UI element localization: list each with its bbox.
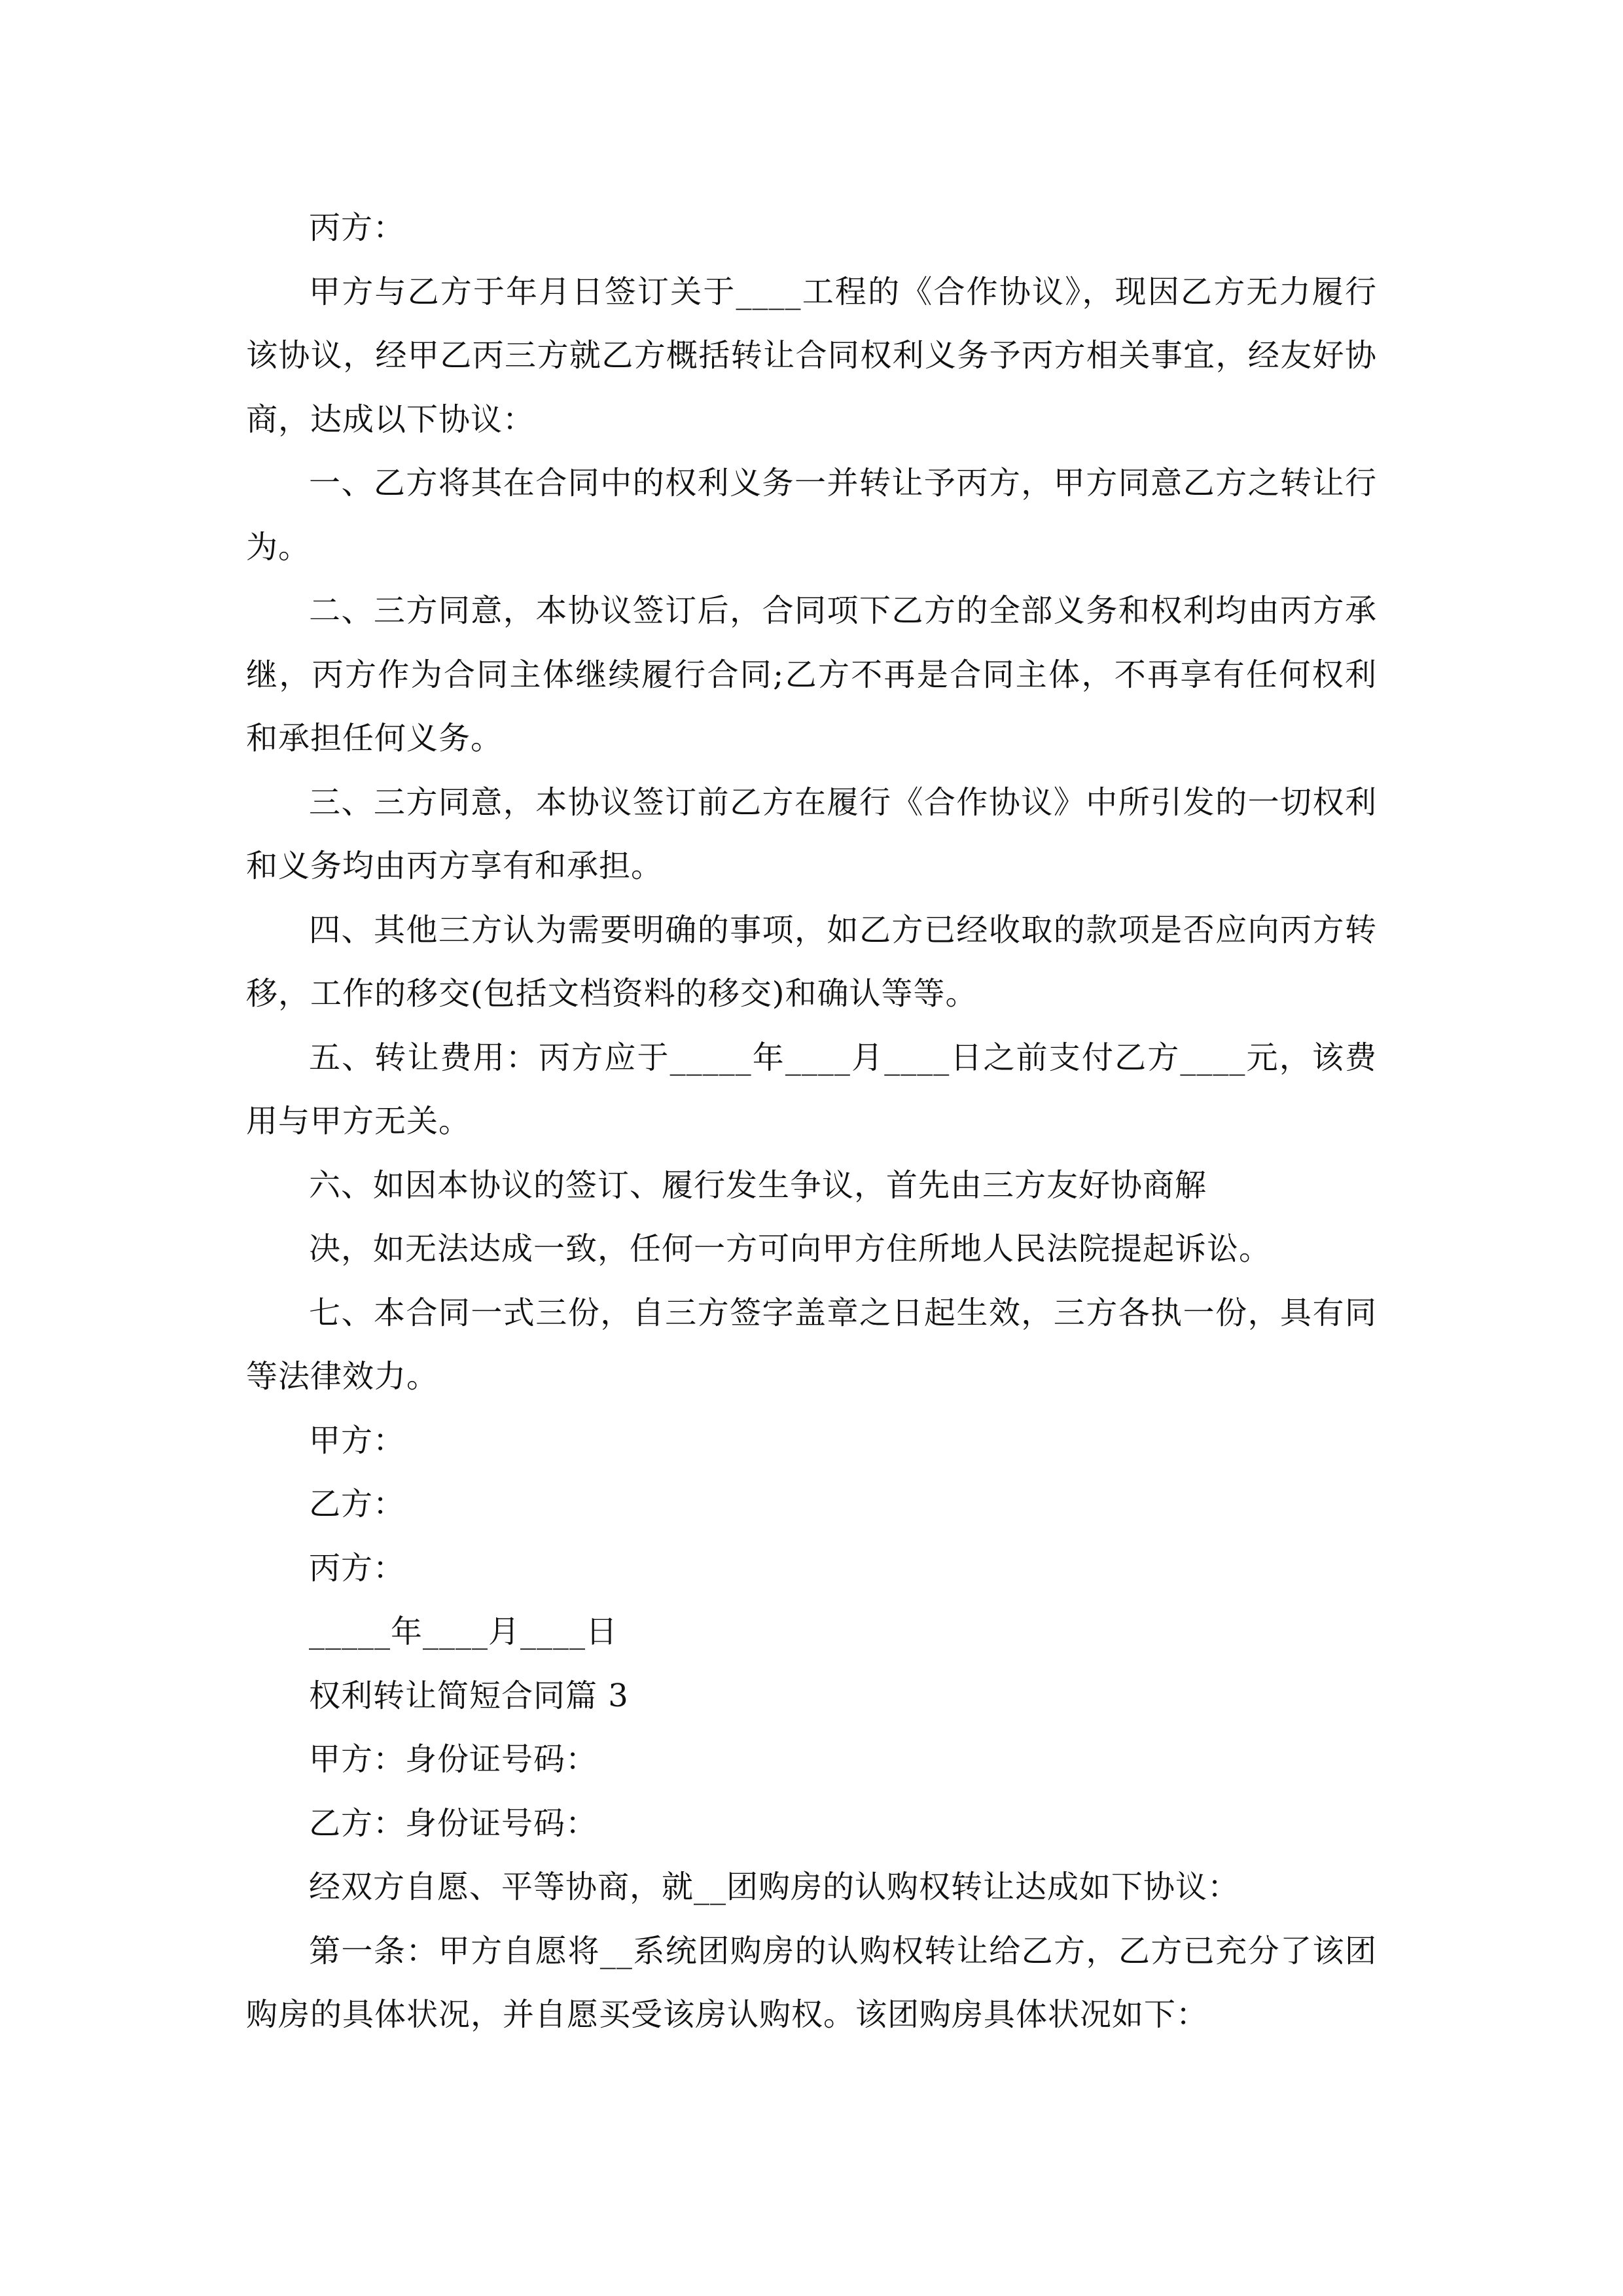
clause-6-line-1: 六、如因本协议的签订、履行发生争议，首先由三方友好协商解 [309,1166,1207,1204]
agreement-intro: 经双方自愿、平等协商，就__团购房的认购权转让达成如下协议： [309,1869,1240,1905]
party-c-heading: 丙方： [309,209,406,246]
section-title: 权利转让简短合同篇 3 [309,1677,629,1714]
clause-2: 二、三方同意，本协议签订后，合同项下乙方的全部义务和权利均由丙方承继，丙方作为合同主体继续履行合同;乙方不再是合同主体，不再享有任何权利和承担任何义务。 [246,592,1377,757]
clause-1: 一、乙方将其在合同中的权利义务一并转让予丙方，甲方同意乙方之转让行为。 [246,465,1377,565]
party-a-id: 甲方：身份证号码： [309,1741,598,1778]
clause-5: 五、转让费用：丙方应于_____年____月____日之前支付乙方____元，该费用与甲方无关。 [246,1039,1377,1139]
signature-party-b: 乙方： [309,1486,406,1522]
preamble-paragraph: 甲方与乙方于年月日签订关于____工程的《合作协议》，现因乙方无力履行该协议，经甲乙丙三方就乙方概括转让合同权利义务予丙方相关事宜，经友好协商，达成以下协议： [246,273,1377,438]
clause-6-line-2: 决，如无法达成一致，任何一方可向甲方住所地人民法院提起诉讼。 [309,1230,1272,1267]
party-b-id: 乙方：身份证号码： [309,1804,598,1842]
clause-3: 三、三方同意，本协议签订前乙方在履行《合作协议》中所引发的一切权利和义务均由丙方享有和承担。 [246,783,1377,884]
clause-7: 七、本合同一式三份，自三方签字盖章之日起生效，三方各执一份，具有同等法律效力。 [246,1294,1377,1395]
clause-4: 四、其他三方认为需要明确的事项，如乙方已经收取的款项是否应向丙方转移，工作的移交(包括文档资料的移交)和确认等等。 [246,911,1377,1012]
signature-party-a: 甲方： [309,1422,406,1459]
signature-date: _____年____月____日 [309,1613,618,1650]
signature-party-c: 丙方： [309,1549,406,1587]
document-page [246,196,1377,2047]
article-1: 第一条：甲方自愿将__系统团购房的认购权转让给乙方，乙方已充分了该团购房的具体状况，并自愿买受该房认购权。该团购房具体状况如下： [246,1932,1377,2033]
